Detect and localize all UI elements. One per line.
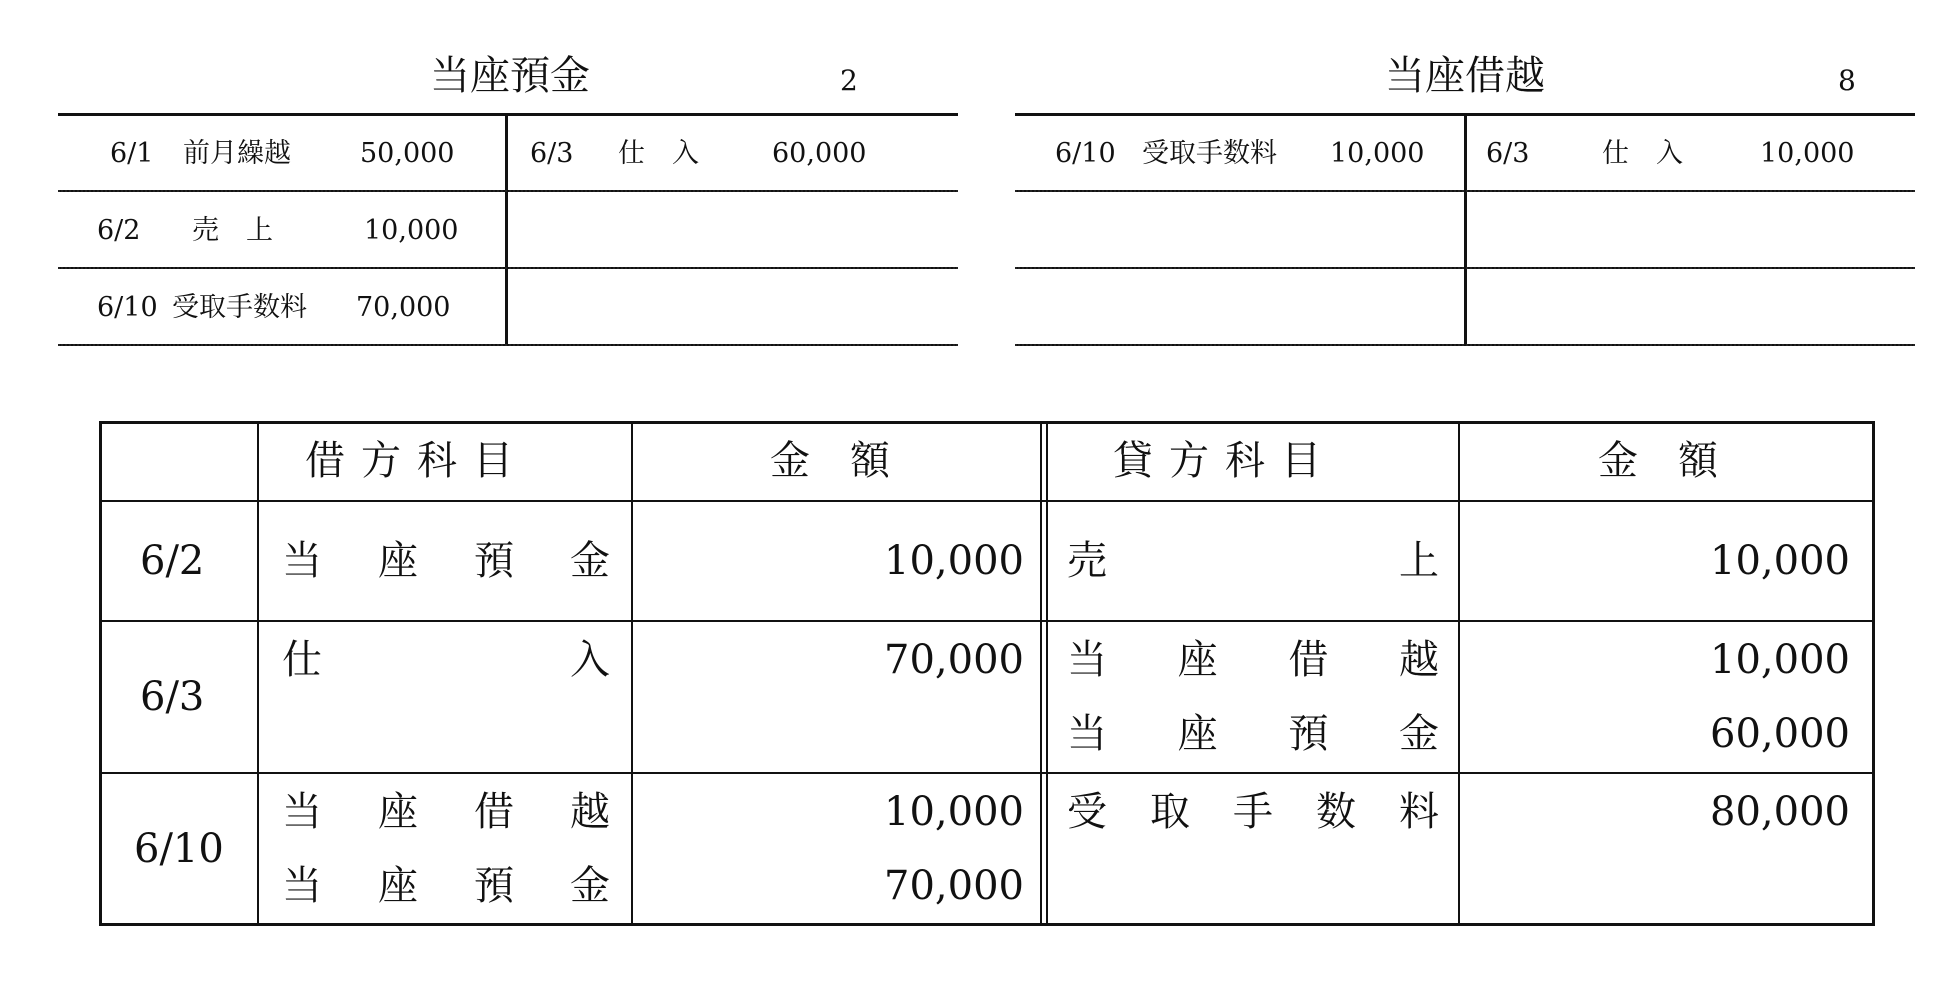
entry-date: 6/3 xyxy=(1486,138,1530,169)
entry-date: 6/1 xyxy=(110,138,154,169)
account-char: 受 xyxy=(1067,789,1107,835)
account-char: 数 xyxy=(1316,789,1356,835)
entry-date: 6/10 xyxy=(1055,138,1116,169)
account-char: 借 xyxy=(474,789,514,835)
account-char: 手 xyxy=(1233,789,1273,835)
ledger-center-rule xyxy=(1464,113,1467,346)
entry-account: 仕 入 xyxy=(618,138,699,169)
ledger-row-rule xyxy=(1015,267,1915,269)
account-char: 越 xyxy=(570,789,610,835)
account-char: 預 xyxy=(474,538,514,584)
debit-account xyxy=(282,537,610,585)
entry-amount: 50,000 xyxy=(360,138,455,169)
header-credit-amount: 金 額 xyxy=(1598,438,1718,484)
account-char: 座 xyxy=(378,789,418,835)
account-char: 借 xyxy=(1288,637,1329,683)
account-char: 入 xyxy=(570,637,610,683)
ledger-account-number: 8 xyxy=(1838,64,1856,97)
account-char: 当 xyxy=(282,789,322,835)
account-char: 座 xyxy=(1177,711,1218,757)
credit-amount: 60,000 xyxy=(1710,711,1850,757)
credit-amount: 80,000 xyxy=(1710,789,1850,835)
journal-date: 6/10 xyxy=(134,826,224,872)
journal-col-rule-double xyxy=(1040,421,1042,926)
account-char: 売 xyxy=(1067,538,1107,584)
debit-amount: 10,000 xyxy=(884,789,1024,835)
account-char: 仕 xyxy=(282,637,322,683)
account-char: 預 xyxy=(1288,711,1329,757)
journal-row-rule xyxy=(99,772,1875,774)
entry-amount: 10,000 xyxy=(1760,138,1855,169)
account-char: 当 xyxy=(1067,711,1107,757)
credit-account xyxy=(1067,788,1439,836)
journal-date: 6/3 xyxy=(140,674,205,720)
journal-col-rule xyxy=(631,421,633,926)
account-char: 預 xyxy=(474,863,514,909)
entry-amount: 10,000 xyxy=(1330,138,1425,169)
ledger-row-rule xyxy=(58,190,958,192)
debit-amount: 70,000 xyxy=(884,863,1024,909)
entry-date: 6/2 xyxy=(97,215,141,246)
header-debit-account: 借方科目 xyxy=(305,438,529,484)
account-char: 当 xyxy=(1067,637,1107,683)
account-char: 座 xyxy=(378,538,418,584)
account-char: 当 xyxy=(282,538,322,584)
entry-amount: 60,000 xyxy=(772,138,867,169)
journal-col-rule xyxy=(1458,421,1460,926)
header-credit-account: 貸方科目 xyxy=(1113,438,1337,484)
account-char: 上 xyxy=(1399,538,1439,584)
account-char: 越 xyxy=(1398,637,1439,683)
ledger-center-rule xyxy=(505,113,508,346)
ledger-row-rule xyxy=(58,344,958,346)
account-char: 取 xyxy=(1150,789,1190,835)
account-char: 当 xyxy=(282,863,322,909)
ledger-top-rule xyxy=(58,113,958,116)
ledger-account-number: 2 xyxy=(840,64,858,97)
entry-account: 仕 入 xyxy=(1602,138,1683,169)
ledger-row-rule xyxy=(1015,190,1915,192)
ledger-title: 当座預金 xyxy=(430,53,590,99)
credit-account xyxy=(1067,636,1439,684)
account-char: 金 xyxy=(570,863,610,909)
ledger-title: 当座借越 xyxy=(1385,53,1545,99)
account-char: 座 xyxy=(378,863,418,909)
ledger-row-rule xyxy=(1015,344,1915,346)
entry-amount: 70,000 xyxy=(356,292,451,323)
ledger-row-rule xyxy=(58,267,958,269)
credit-amount: 10,000 xyxy=(1710,637,1850,683)
credit-account xyxy=(1067,710,1439,758)
header-debit-amount: 金 額 xyxy=(770,438,890,484)
debit-account xyxy=(282,862,610,910)
debit-amount: 70,000 xyxy=(884,637,1024,683)
debit-amount: 10,000 xyxy=(884,538,1024,584)
entry-date: 6/10 xyxy=(97,292,158,323)
journal-row-rule xyxy=(99,620,1875,622)
account-char: 料 xyxy=(1399,789,1439,835)
credit-account xyxy=(1067,537,1439,585)
entry-amount: 10,000 xyxy=(364,215,459,246)
account-char: 金 xyxy=(1398,711,1439,757)
entry-account: 売 上 xyxy=(192,215,273,246)
entry-date: 6/3 xyxy=(530,138,574,169)
journal-col-rule xyxy=(257,421,259,926)
journal-col-rule-double xyxy=(1046,421,1048,926)
credit-amount: 10,000 xyxy=(1710,538,1850,584)
journal-header-rule xyxy=(99,500,1875,502)
account-char: 金 xyxy=(570,538,610,584)
entry-account: 受取手数料 xyxy=(1142,138,1277,169)
debit-account xyxy=(282,636,610,684)
account-char: 座 xyxy=(1177,637,1218,683)
journal-date: 6/2 xyxy=(140,538,205,584)
entry-account: 受取手数料 xyxy=(172,292,307,323)
entry-account: 前月繰越 xyxy=(183,138,291,169)
debit-account xyxy=(282,788,610,836)
